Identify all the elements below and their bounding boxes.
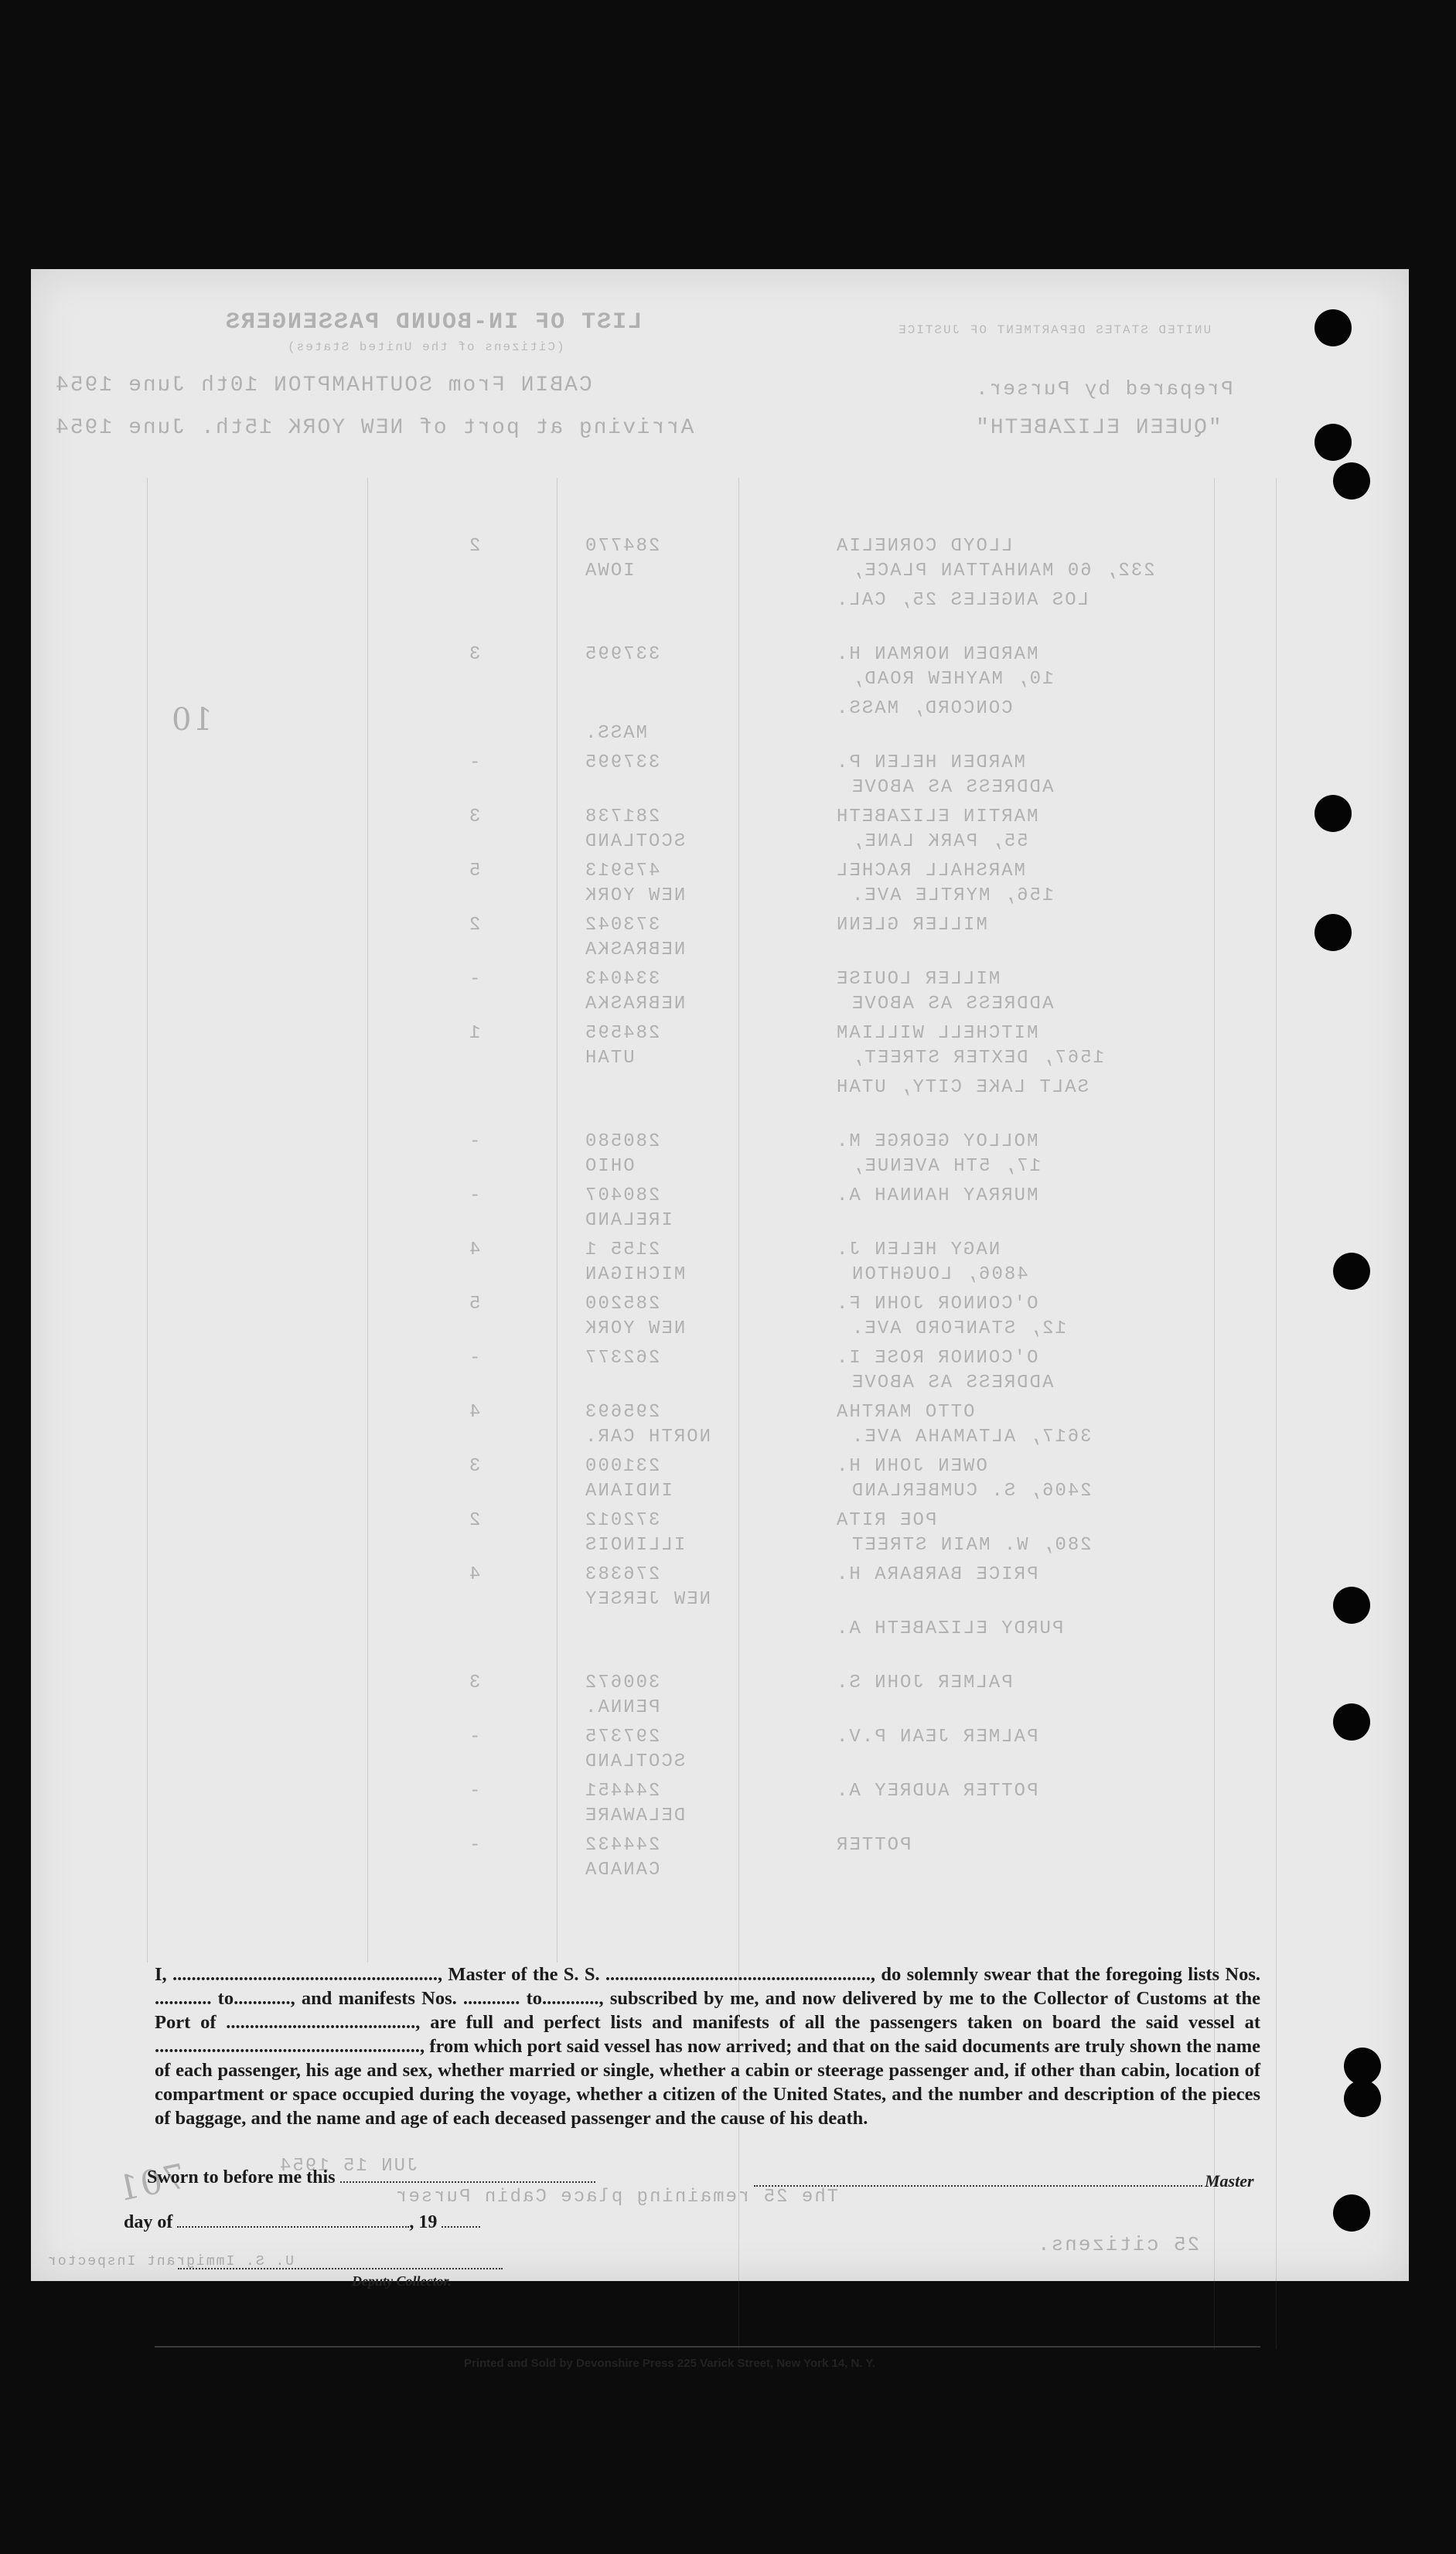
bleed-passenger-name: MILLER GLENN <box>835 915 987 936</box>
bleed-passport-number: 284770 <box>584 536 660 557</box>
day-of-blank <box>177 2226 409 2228</box>
bleed-passenger-state: OHIO <box>584 1156 635 1177</box>
deputy-collector-label: Deputy Collector. <box>352 2273 452 2289</box>
bleed-passenger-state: NEBRASKA <box>584 994 686 1014</box>
year-prefix: , 19 <box>409 2212 438 2232</box>
bleed-passenger-address: 17, 5TH AVENUE, <box>851 1156 1042 1177</box>
bleed-row-count: 5 <box>468 861 481 881</box>
day-of-line <box>124 2212 480 2233</box>
bleed-passenger-address: 10, MAYHEW ROAD, <box>851 669 1054 690</box>
bleed-passenger-address: 2406, S. CUMBERLAND <box>851 1481 1092 1502</box>
bleed-passenger-state: SCOTLAND <box>584 831 686 852</box>
bleed-prepared-by: Prepared by Purser. <box>974 377 1233 401</box>
sworn-label: Sworn to before me this <box>147 2167 336 2187</box>
bleed-passenger-state: UTAH <box>584 1048 635 1069</box>
sworn-line <box>147 2167 595 2188</box>
bleed-row-count: - <box>468 1348 481 1369</box>
bleed-passport-number: 373042 <box>584 915 660 936</box>
column-rule <box>557 478 558 1962</box>
bleed-passenger-state: NEBRASKA <box>584 939 686 960</box>
bleed-passenger-state: PENNA. <box>584 1697 660 1718</box>
bleed-passenger-name: LOS ANGELES 25, CAL. <box>835 590 1089 611</box>
bleed-passenger-name: MARSHALL RACHEL <box>835 861 1026 881</box>
master-signature-blank <box>754 2185 1202 2187</box>
bleed-passenger-address: ADDRESS AS ABOVE <box>851 1372 1054 1393</box>
bleed-passenger-state: NEW YORK <box>584 885 686 906</box>
bleed-date-stamp: JUN 15 1954 <box>278 2156 418 2177</box>
binder-hole <box>1344 2048 1381 2085</box>
bleed-row-count: 3 <box>468 644 481 665</box>
bleed-passenger-state: INDIANA <box>584 1481 673 1502</box>
bleed-passenger-name: OTTO MARTHA <box>835 1402 975 1423</box>
bleed-passport-number: 300672 <box>584 1673 660 1693</box>
bleed-passenger-name: NAGY HELEN J. <box>835 1239 1001 1260</box>
bleed-passport-number: 475913 <box>584 861 660 881</box>
bleed-row-count: 2 <box>468 536 481 557</box>
bleed-row-count: 3 <box>468 1456 481 1477</box>
bleed-arrival-line: Arriving at port of NEW YORK 15th. June 1954 <box>54 416 694 440</box>
bleed-row-count: 3 <box>468 806 481 827</box>
bleed-passenger-name: MURRAY HANNAH A. <box>835 1185 1038 1206</box>
bleed-passenger-name: LLOYD CORNELIA <box>835 536 1013 557</box>
bleed-passport-number: 297375 <box>584 1727 660 1748</box>
binder-hole <box>1333 462 1370 500</box>
binder-hole <box>1333 1253 1370 1290</box>
bleed-passenger-address: 55, PARK LANE, <box>851 831 1028 852</box>
bleed-passport-number: 285200 <box>584 1294 660 1315</box>
binder-hole <box>1314 424 1352 461</box>
bleed-passport-number: 280580 <box>584 1131 660 1152</box>
bleed-handwritten-number: 701 <box>112 2157 189 2210</box>
bleed-row-count: 3 <box>468 1673 481 1693</box>
bleed-passenger-address: 12, STANFORD AVE. <box>851 1318 1066 1339</box>
bleed-passport-number: 334043 <box>584 969 660 990</box>
binder-hole <box>1333 2194 1370 2232</box>
bleed-passenger-name: MOLLOY GEORGE M. <box>835 1131 1038 1152</box>
day-of-label: day of <box>124 2212 173 2232</box>
bleed-passenger-name: PALMER JOHN S. <box>835 1673 1013 1693</box>
bleed-passenger-name: MILLER LOUISE <box>835 969 1001 990</box>
bleed-row-count: 2 <box>468 1510 481 1531</box>
bleed-row-count: - <box>468 1185 481 1206</box>
sworn-date-blank <box>340 2181 595 2183</box>
bleed-dept: UNITED STATES DEPARTMENT OF JUSTICE <box>897 323 1212 337</box>
binder-hole <box>1314 914 1352 951</box>
bleed-passenger-address: ADDRESS AS ABOVE <box>851 777 1054 798</box>
bleed-row-count: 2 <box>468 915 481 936</box>
bleed-row-count: 4 <box>468 1239 481 1260</box>
bleed-row-count: - <box>468 969 481 990</box>
bleed-passenger-state: NORTH CAR. <box>584 1427 711 1447</box>
bleed-row-count: - <box>468 1781 481 1802</box>
bleed-passenger-name: OWEN JOHN H. <box>835 1456 987 1477</box>
printer-rule <box>155 2346 1260 2348</box>
bleed-passenger-name: O'CONNOR ROSE I. <box>835 1348 1038 1369</box>
bleed-passport-number: 337995 <box>584 752 660 773</box>
printer-imprint: Printed and Sold by Devonshire Press 225 Varick Street, New York 14, N. Y. <box>464 2357 875 2370</box>
bleed-row-count: - <box>468 752 481 773</box>
bleed-passport-number: 284595 <box>584 1023 660 1044</box>
bleed-passenger-address: 280, W. MAIN STREET <box>851 1535 1092 1556</box>
bleed-class-line: CABIN From SOUTHAMPTON 10th June 1954 <box>54 373 592 397</box>
bleed-passport-number: 244432 <box>584 1835 660 1856</box>
bleed-row-count: 4 <box>468 1564 481 1585</box>
bleed-footer-total: The 25 remaining place Cabin Purser <box>394 2187 839 2208</box>
bleed-passport-number: 244451 <box>584 1781 660 1802</box>
binder-hole <box>1333 1587 1370 1624</box>
bleed-passenger-state: IRELAND <box>584 1210 673 1231</box>
bleed-passenger-name: PURDY ELIZABETH A. <box>835 1618 1064 1639</box>
binder-hole <box>1344 2080 1381 2117</box>
bleed-passport-number: 281738 <box>584 806 660 827</box>
bleed-passport-number: 2155 1 <box>584 1239 660 1260</box>
bleed-passenger-name: MARDEN HELEN P. <box>835 752 1026 773</box>
bleed-passport-number: 231000 <box>584 1456 660 1477</box>
bleed-passport-number: 337995 <box>584 644 660 665</box>
bleed-passenger-name: PRICE BARBARA H. <box>835 1564 1038 1585</box>
bleed-row-count: 4 <box>468 1402 481 1423</box>
bleed-passenger-name: MARDEN NORMAN H. <box>835 644 1038 665</box>
bleed-ship-name: "QUEEN ELIZABETH" <box>974 416 1222 440</box>
bleed-row-count: 5 <box>468 1294 481 1315</box>
bleed-row-count: 1 <box>468 1023 481 1044</box>
master-label: Master <box>1205 2171 1254 2191</box>
bleed-passport-number: 372012 <box>584 1510 660 1531</box>
bleed-passenger-state: MASS. <box>584 723 648 744</box>
bleed-passenger-address: 4806, LOUGHTON <box>851 1264 1028 1285</box>
bleed-passport-number: 280407 <box>584 1185 660 1206</box>
column-rule <box>1276 478 1277 2349</box>
binder-hole <box>1314 309 1352 346</box>
binder-hole <box>1333 1703 1370 1741</box>
bleed-row-count: - <box>468 1727 481 1748</box>
bleed-row-count: - <box>468 1835 481 1856</box>
bleed-passport-number: 262377 <box>584 1348 660 1369</box>
bleed-passenger-name: POE RITA <box>835 1510 937 1531</box>
bleed-handwritten-ditto: 10 <box>170 702 213 738</box>
bleed-passenger-address: ADDRESS AS ABOVE <box>851 994 1054 1014</box>
bleed-passenger-address: 232, 60 MANHATTAN PLACE, <box>851 561 1155 581</box>
year-blank <box>442 2226 480 2228</box>
bleed-passenger-state: MICHIGAN <box>584 1264 686 1285</box>
bleed-passport-number: 295693 <box>584 1402 660 1423</box>
bleed-passenger-state: DELAWARE <box>584 1806 686 1826</box>
column-rule <box>367 478 368 1962</box>
bleed-passenger-address: 3617, ALTAMAHA AVE. <box>851 1427 1092 1447</box>
bleed-footer-citizens: 25 citizens. <box>1036 2233 1200 2256</box>
bleed-passenger-name: MARTIN ELIZABETH <box>835 806 1038 827</box>
bleed-passenger-address: 156, MYRTLE AVE. <box>851 885 1054 906</box>
manifest-page <box>31 269 1409 2370</box>
bleed-passenger-name: CONCORD, MASS. <box>835 698 1013 719</box>
bleed-passport-number: 276383 <box>584 1564 660 1585</box>
bleed-passenger-state: IOWA <box>584 561 635 581</box>
bleed-row-count: - <box>468 1131 481 1152</box>
bleed-header-sub: (Citizens of the United States) <box>286 340 564 354</box>
bleed-passenger-state: SCOTLAND <box>584 1751 686 1772</box>
bleed-passenger-state: NEW YORK <box>584 1318 686 1339</box>
bleed-passenger-name: MITCHELL WILLIAM <box>835 1023 1038 1044</box>
bleed-passenger-address: 1567, DEXTER STREET, <box>851 1048 1105 1069</box>
column-rule <box>147 478 148 1962</box>
master-oath-paragraph: I, ........................................................, Master of the S. S. ........................................................, do solemnly swear that the foregoing lists Nos. ............ to............, and manifests Nos. ............ to............, subscribed by me, and now delivered by me to the Collector of Customs at the Port of ........................................, are full and perfect lists and manifests of all the passengers taken on board the said vessel at ........................................................, from which port said vessel has now arrived; and that on the said documents are truly shown the name of each passenger, his age and sex, whether married or single, whether a cabin or steerage passenger and, if other than cabin, location of compartment or space occupied during the voyage, whether a citizen of the United States, and the number and description of the pieces of baggage, and the name and age of each deceased passenger and the cause of his death. <box>155 1964 1260 2129</box>
bleed-passenger-name: O'CONNOR JOHN F. <box>835 1294 1038 1315</box>
bleed-passenger-state: ILLINOIS <box>584 1535 686 1556</box>
bleed-header-title: LIST OF IN-BOUND PASSENGERS <box>224 309 643 336</box>
bleed-passenger-state: CANADA <box>584 1860 660 1881</box>
bleed-passenger-state: NEW JERSEY <box>584 1589 711 1610</box>
binder-hole <box>1314 795 1352 832</box>
bleed-inspector: U. S. Immigrant Inspector <box>46 2254 295 2269</box>
bleed-passenger-name: POTTER AUDREY A. <box>835 1781 1038 1802</box>
bleed-passenger-name: POTTER <box>835 1835 912 1856</box>
bleed-passenger-name: SALT LAKE CITY, UTAH <box>835 1077 1089 1098</box>
bleed-passenger-name: PALMER JEAN P.V. <box>835 1727 1038 1748</box>
